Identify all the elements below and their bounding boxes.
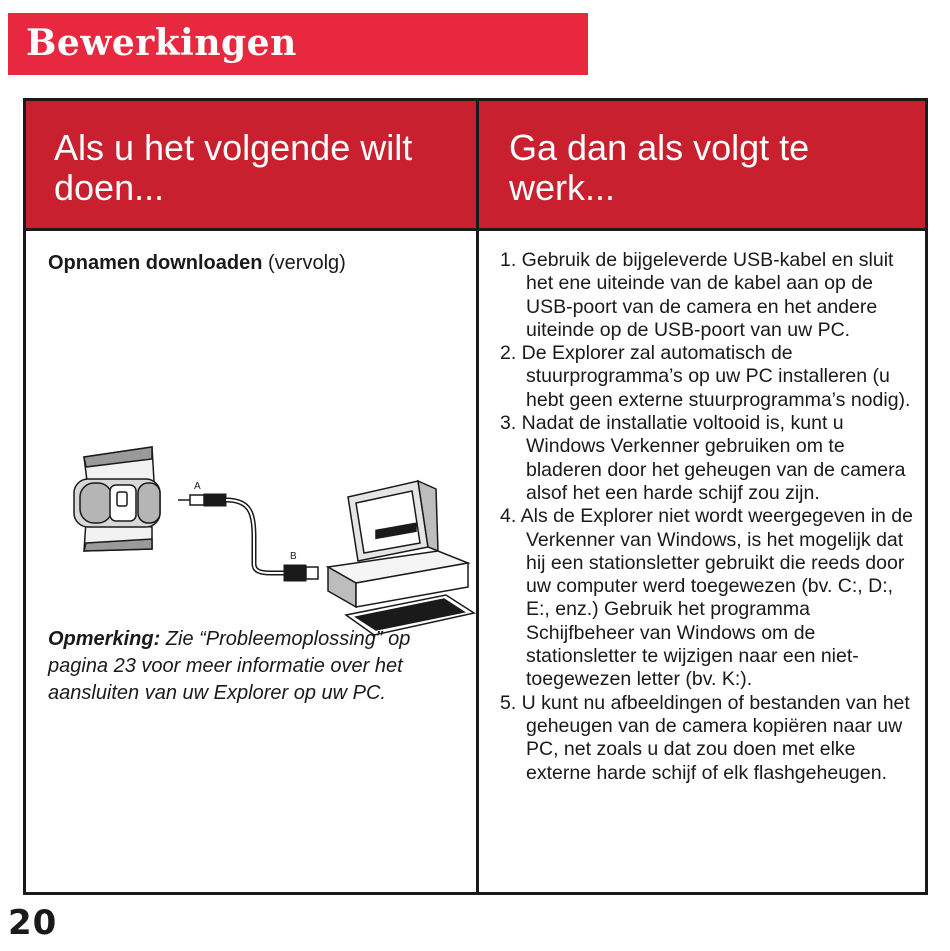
right-column-header: Ga dan als volgt te werk... [479,101,925,228]
steps-list [500,249,920,785]
step-item: 1. Gebruik de bijgeleverde USB-kabel en sluit het ene uiteinde van de kabel aan op de USB-poort van de camera en het andere uiteinde op de USB-poort van uw PC. [500,249,894,341]
binocular-camera-icon [74,447,160,551]
usb-cable-icon [178,494,318,581]
plug-label-b: B [290,551,297,562]
step-item: 2. De Explorer zal automatisch de stuurprogramma’s op uw PC installeren (u hebt geen externe stuurprogramma’s nodig). [500,342,911,411]
column-divider [476,101,479,892]
task-title [48,251,346,275]
section-banner [8,13,588,75]
left-column-header: Als u het volgende wilt doen... [26,101,476,228]
note [48,626,458,707]
note-label: Opmerking: [48,628,161,650]
instruction-table [23,98,928,895]
usb-connection-illustration [66,439,476,639]
desktop-computer-icon [328,481,474,635]
task-title-bold: Opnamen downloaden [48,252,263,274]
note-text: Zie “Probleemoplossing” op pagina 23 voor meer informatie over het aansluiten van uw Explorer op uw PC. [48,628,411,704]
step-item: 5. U kunt nu afbeeldingen of bestanden van het geheugen van de camera kopiëren naar uw PC, net zoals u dat zou doen met elke externe harde schijf of elk flashgeheugen. [500,691,910,784]
page-number: 20 [8,903,58,943]
task-title-suffix: (vervolg) [262,252,346,274]
section-title: Bewerkingen [26,22,297,64]
plug-label-a: A [194,481,201,492]
step-item: 3. Nadat de installatie voltooid is, kunt u Windows Verkenner gebruiken om te bladeren door het geheugen van de camera alsof het een harde schijf zou zijn. [500,412,906,504]
step-item: 4. Als de Explorer niet wordt weergegeven in de Verkenner van Windows, is het mogelijk dat hij een stationsletter gebruikt die reeds door uw computer werd toegewezen (bv. C:, D:, E:, enz.) Gebruik het programma Schijfbeheer van Windows om de stationsletter te wijzigen naar een niet-toegewezen letter (bv. K:). [500,505,913,691]
